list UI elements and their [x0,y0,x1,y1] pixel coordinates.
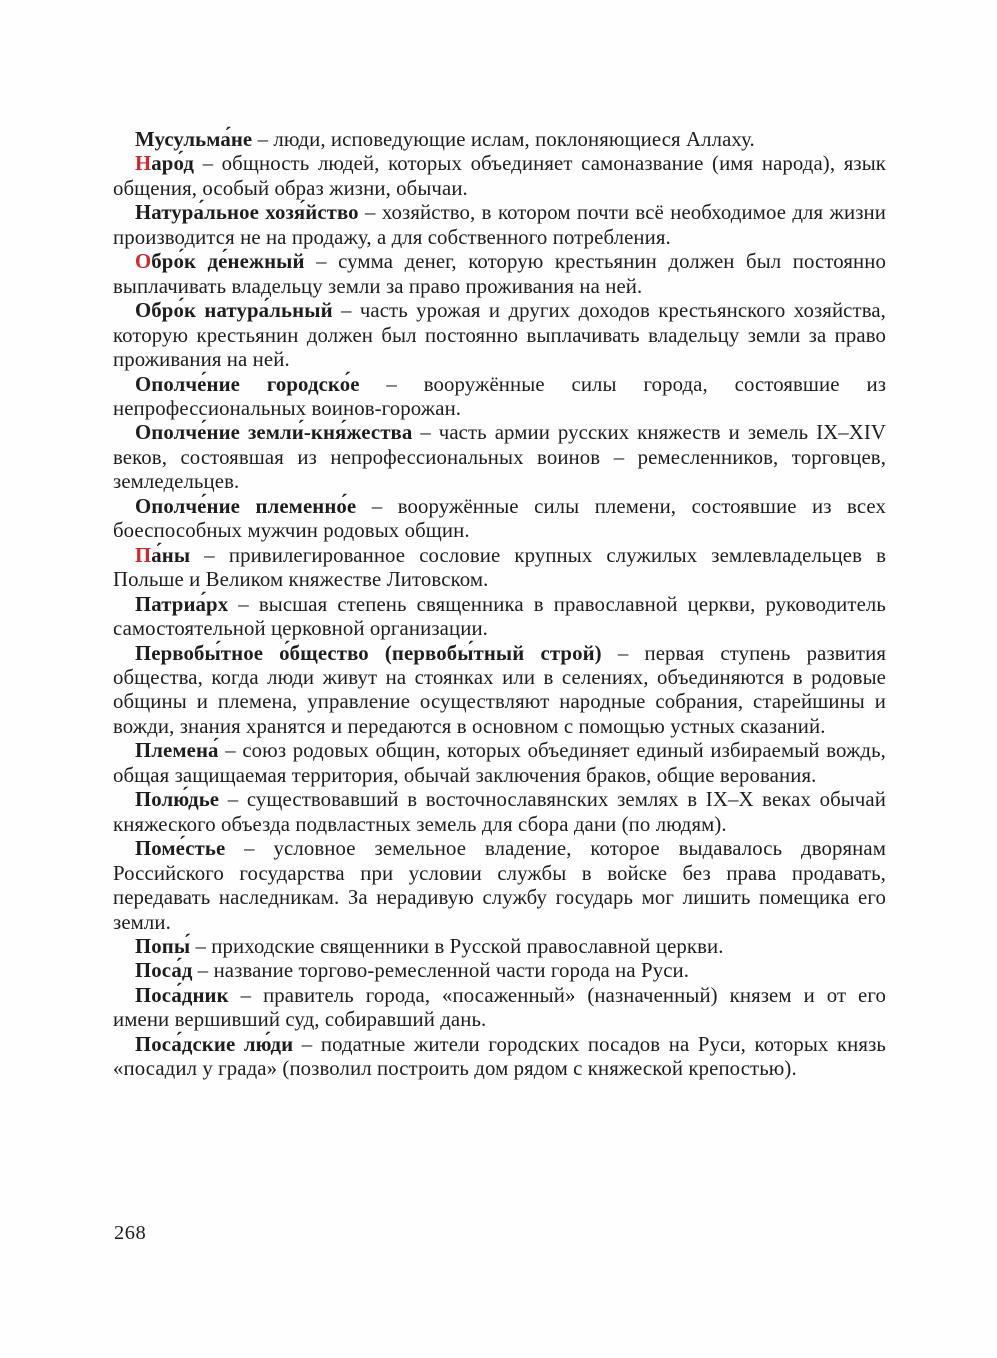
glossary-entry [113,935,886,959]
entry-term: Поме́стье [135,837,226,861]
entry-definition: – сумма денег, которую крестьянин должен был постоянно выплачивать владельцу земли за право проживания на ней. [113,250,886,298]
entry-term: Попы́ [135,934,191,958]
glossary-entry [113,788,886,837]
entry-definition: – хозяйство, в котором почти всё необходимое для жизни производится не на продажу, а для собственного потребления. [113,201,886,249]
entry-definition: – податные жители городских посадов на Руси, которых князь «посадил у града» (позволил построить дом рядом с княжеской крепостью). [113,1032,886,1081]
entry-term: Мусульма́не [135,128,253,151]
red-initial-letter: П [135,543,152,567]
entry-term: Патриа́рх [135,592,229,616]
entry-definition: – вооружённые силы племени, состоявшие из всех боеспособных мужчин родовых общин. [113,494,886,543]
entry-term: Па́ны [135,543,191,567]
glossary-entry [113,152,886,201]
glossary-entry [113,739,886,788]
entry-definition: – вооружённые силы города, состоявшие из непрофессиональных воинов-горожан. [113,372,887,420]
entry-term: Натура́льное хозя́йство [135,201,359,225]
entry-term: Ополче́ние городско́е [135,372,360,396]
glossary-list [113,128,886,1082]
glossary-entry [113,837,886,935]
glossary-entry [113,201,886,250]
glossary-entry [113,421,886,494]
glossary-entry [113,128,886,152]
glossary-entry [113,959,886,983]
red-initial-letter: Н [135,152,152,176]
entry-definition: – привилегированное сословие крупных служилых землевладельцев в Польше и Великом княжестве Литовском. [113,543,886,592]
red-initial-letter: О [135,250,152,274]
entry-term: Обро́к де́нежный [135,250,305,274]
glossary-entry [113,495,886,544]
glossary-entry [113,984,886,1033]
entry-definition: – союз родовых общин, которых объединяет единый избираемый вождь, общая защищаемая территория, обычай заключения браков, общие верования. [113,739,886,787]
entry-definition: – первая ступень развития общества, когда люди живут на стоянках или в селениях, объединяются в родовые общины и племена, управление осуществляют народные собрания, старейшины и вожди, знания хранятся и передаются в основном с помощью устных сказаний. [113,641,886,738]
glossary-entry [113,1033,886,1082]
entry-definition: – люди, исповедующие ислам, поклоняющиеся Аллаху. [252,128,755,151]
glossary-entry [113,593,886,642]
entry-definition: – часть армии русских княжеств и земель IX–XIV веков, состоявшая из непрофессиональных воинов – ремесленников, торговцев, земледельцев. [113,421,887,494]
entry-term: Ополче́ние племенно́е [135,494,357,518]
entry-term: Ополче́ние земли́-кня́жества [135,421,413,445]
entry-term: Племена́ [135,739,219,763]
entry-definition: – высшая степень священника в православной церкви, руководитель самостоятельной церковной организации. [113,592,886,641]
entry-term: Поса́д [135,959,193,983]
glossary-entry [113,544,886,593]
glossary-entry [113,299,886,372]
entry-term: Поса́дник [135,983,229,1007]
entry-term: Первобы́тное о́бщество (первобы́тный строй) [135,641,602,665]
entry-definition: – существовавший в восточнославянских землях в IX–X веках обычай княжеского объезда подвластных земель для сбора дани (по людям). [113,788,886,836]
entry-definition: – правитель города, «посаженный» (назначенный) князем и от его имени вершивший суд, собиравший дань. [113,983,886,1032]
entry-definition: – название торгово-ремесленной части города на Руси. [192,959,690,983]
entry-definition: – приходские священники в Русской православной церкви. [190,934,724,958]
entry-definition: – часть урожая и других доходов крестьянского хозяйства, которую крестьянин должен был постоянно выплачивать владельцу земли за право проживания на ней. [113,299,886,372]
entry-term: Поса́дские лю́ди [135,1032,294,1056]
glossary-entry [113,250,886,299]
page-number: 268 [114,1222,147,1244]
glossary-entry [113,373,886,422]
entry-definition: – условное земельное владение, которое выдавалось дворянам Российского государства при условии службы в войске без права продавать, передавать наследникам. За нерадивую службу государь мог лишить помещика его земли. [113,837,886,934]
entry-term: Наро́д [135,152,194,176]
entry-definition: – общность людей, которых объединяет самоназвание (имя народа), язык общения, особый образ жизни, обычаи. [113,152,886,200]
entry-term: Обро́к натура́льный [135,299,333,323]
entry-term: Полю́дье [135,788,220,812]
glossary-entry [113,642,886,740]
